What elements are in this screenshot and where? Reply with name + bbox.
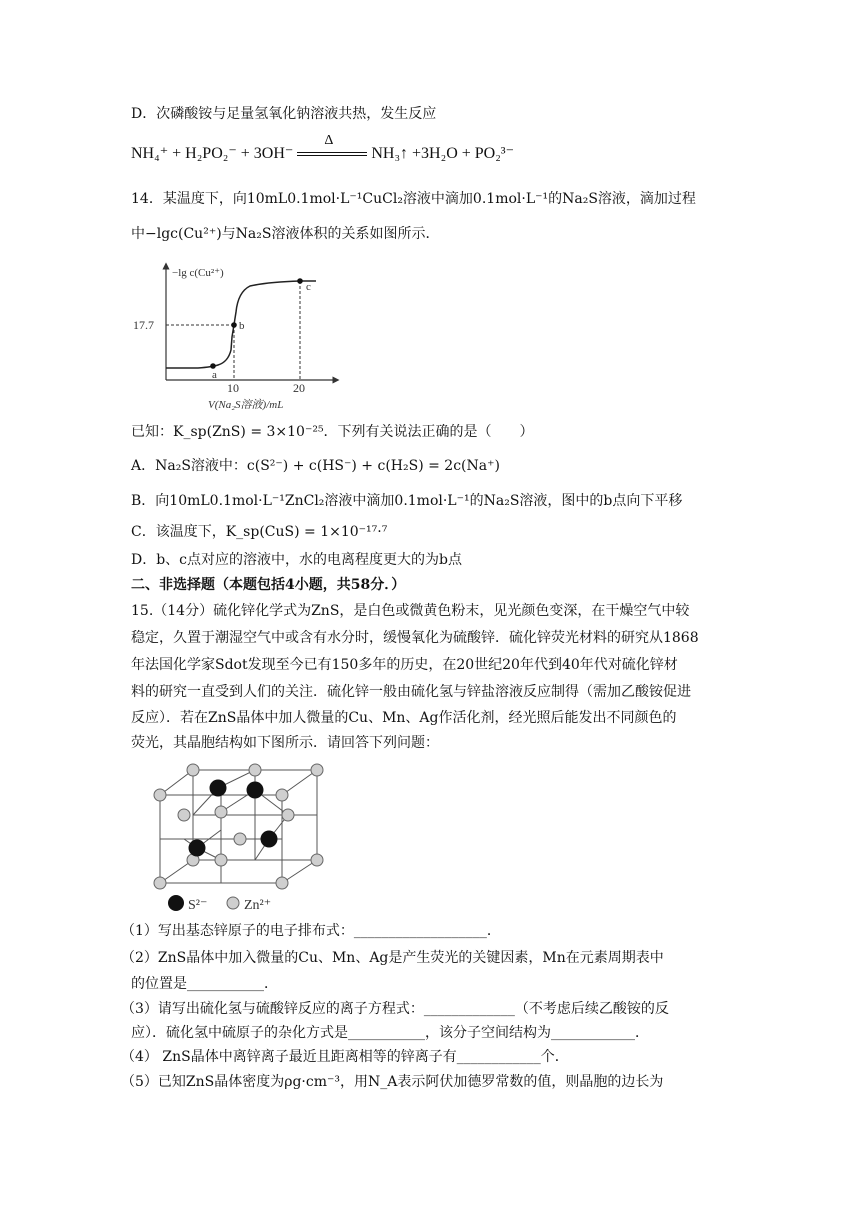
q13-equation (131, 133, 515, 165)
zn-atom (234, 833, 246, 845)
q14-known: 已知：K_sp(ZnS) = 3×10⁻²⁵．下列有关说法正确的是（ ） (131, 424, 534, 440)
q15-line: 稳定，久置于潮湿空气中或含有水分时，缓慢氧化为硫酸锌．硫化锌荧光材料的研究从1868 (131, 630, 699, 646)
x-tick-20: 20 (293, 381, 305, 395)
q14-stem-line2: 中−lgc(Cu²⁺)与Na₂S溶液体积的关系如图所示． (131, 226, 440, 242)
q15-line: 年法国化学家Sdot发现至今已有150多年的历史，在20世纪20年代到40年代对硫化锌材 (131, 657, 678, 673)
point-a (210, 363, 216, 369)
q15-line: 反应）．若在ZnS晶体中加人微量的Cu、Mn、Ag作活化剂，经光照后能发出不同颜色的 (131, 710, 677, 726)
zn-atom (215, 854, 227, 866)
q14-stem-line1: 14．某温度下，向10mL0.1mol·L⁻¹CuCl₂溶液中滴加0.1mol·L⁻¹的Na₂S溶液，滴加过程 (131, 191, 696, 207)
q15-sub-4: （4） ZnS晶体中离锌离子最近且距离相等的锌离子有____________个． (121, 1049, 569, 1065)
zn-atom (178, 809, 190, 821)
zns-unit-cell-figure (148, 760, 338, 918)
s-atom (189, 840, 206, 857)
s-atom (210, 780, 227, 797)
q15-sub-5: （5）已知ZnS晶体密度为ρg·cm⁻³，用N_A表示阿伏加德罗常数的值，则晶胞的边长为 (121, 1074, 664, 1090)
q15-sub-2-cont: 的位置是___________． (131, 976, 278, 992)
zn-atom (154, 789, 166, 801)
heat-symbol: Δ (324, 133, 334, 149)
zn-atom (249, 764, 261, 776)
s-atom (261, 831, 278, 848)
zn-atom (311, 854, 323, 866)
x-axis-label: V(Na₂S溶液)/mL (208, 399, 284, 411)
s-atom (247, 782, 264, 799)
zn-atom (276, 789, 288, 801)
label-c: c (306, 281, 311, 293)
legend-zn-icon (227, 897, 239, 909)
y-tick-17-7: 17.7 (133, 318, 154, 332)
zn-atom (187, 764, 199, 776)
x-tick-10: 10 (227, 381, 239, 395)
q14-option-c: C．该温度下，K_sp(CuS) = 1×10⁻¹⁷·⁷ (131, 524, 388, 540)
q15-line: 15.（14分）硫化锌化学式为ZnS，是白色或微黄色粉末，见光颜色变深，在干燥空气中较 (131, 603, 690, 619)
titration-graph (128, 262, 348, 412)
zn-atom (154, 877, 166, 889)
zn-atom (215, 806, 227, 818)
legend-zn-label: Zn²⁺ (244, 898, 272, 913)
q14-option-b: B．向10mL0.1mol·L⁻¹ZnCl₂溶液中滴加0.1mol·L⁻¹的Na₂S溶液，图中的b点向下平移 (131, 493, 683, 509)
q15-sub-1: （1）写出基态锌原子的电子排布式：___________________． (121, 923, 501, 939)
reaction-arrow (297, 133, 367, 162)
label-b: b (239, 320, 245, 332)
zn-atom (311, 764, 323, 776)
legend-s-icon (168, 895, 184, 911)
q15-sub-2: （2）ZnS晶体中加入微量的Cu、Mn、Ag是产生荧光的关键因素，Mn在元素周期表中 (121, 950, 664, 966)
q14-option-d: D．b、c点对应的溶液中，水的电离程度更大的为b点 (131, 552, 462, 568)
q15-sub-3: （3）请写出硫化氢与硫酸锌反应的离子方程式：_____________（不考虑后续乙酸铵的反 (121, 1001, 669, 1017)
q15-line: 料的研究一直受到人们的关注．硫化锌一般由硫化氢与锌盐溶液反应制得（需加乙酸铵促进 (131, 684, 691, 700)
zn-atom (276, 877, 288, 889)
y-axis-label: −lg c(Cu²⁺) (172, 267, 224, 279)
label-a: a (212, 369, 217, 381)
zn-atom (282, 809, 294, 821)
point-b (231, 322, 237, 328)
equation-left: NH₄⁺ + H₂PO₂⁻ + 3OH⁻ (131, 145, 294, 162)
legend-s-label: S²⁻ (188, 898, 208, 913)
q15-line: 荧光，其晶胞结构如下图所示．请回答下列问题： (131, 735, 439, 751)
q15-sub-3-cont: 应）．硫化氢中硫原子的杂化方式是___________，该分子空间结构为____________． (131, 1025, 649, 1041)
point-c (297, 278, 303, 284)
q14-option-a: A．Na₂S溶液中：c(S²⁻) + c(HS⁻) + c(H₂S) = 2c(Na⁺) (131, 458, 500, 474)
equation-right: NH₃↑ +3H₂O + PO₂³⁻ (371, 145, 515, 162)
q13-option-d: D．次磷酸铵与足量氢氧化钠溶液共热，发生反应 (131, 106, 437, 122)
section-heading: 二、非选择题（本题包括4小题，共58分．） (131, 577, 406, 593)
